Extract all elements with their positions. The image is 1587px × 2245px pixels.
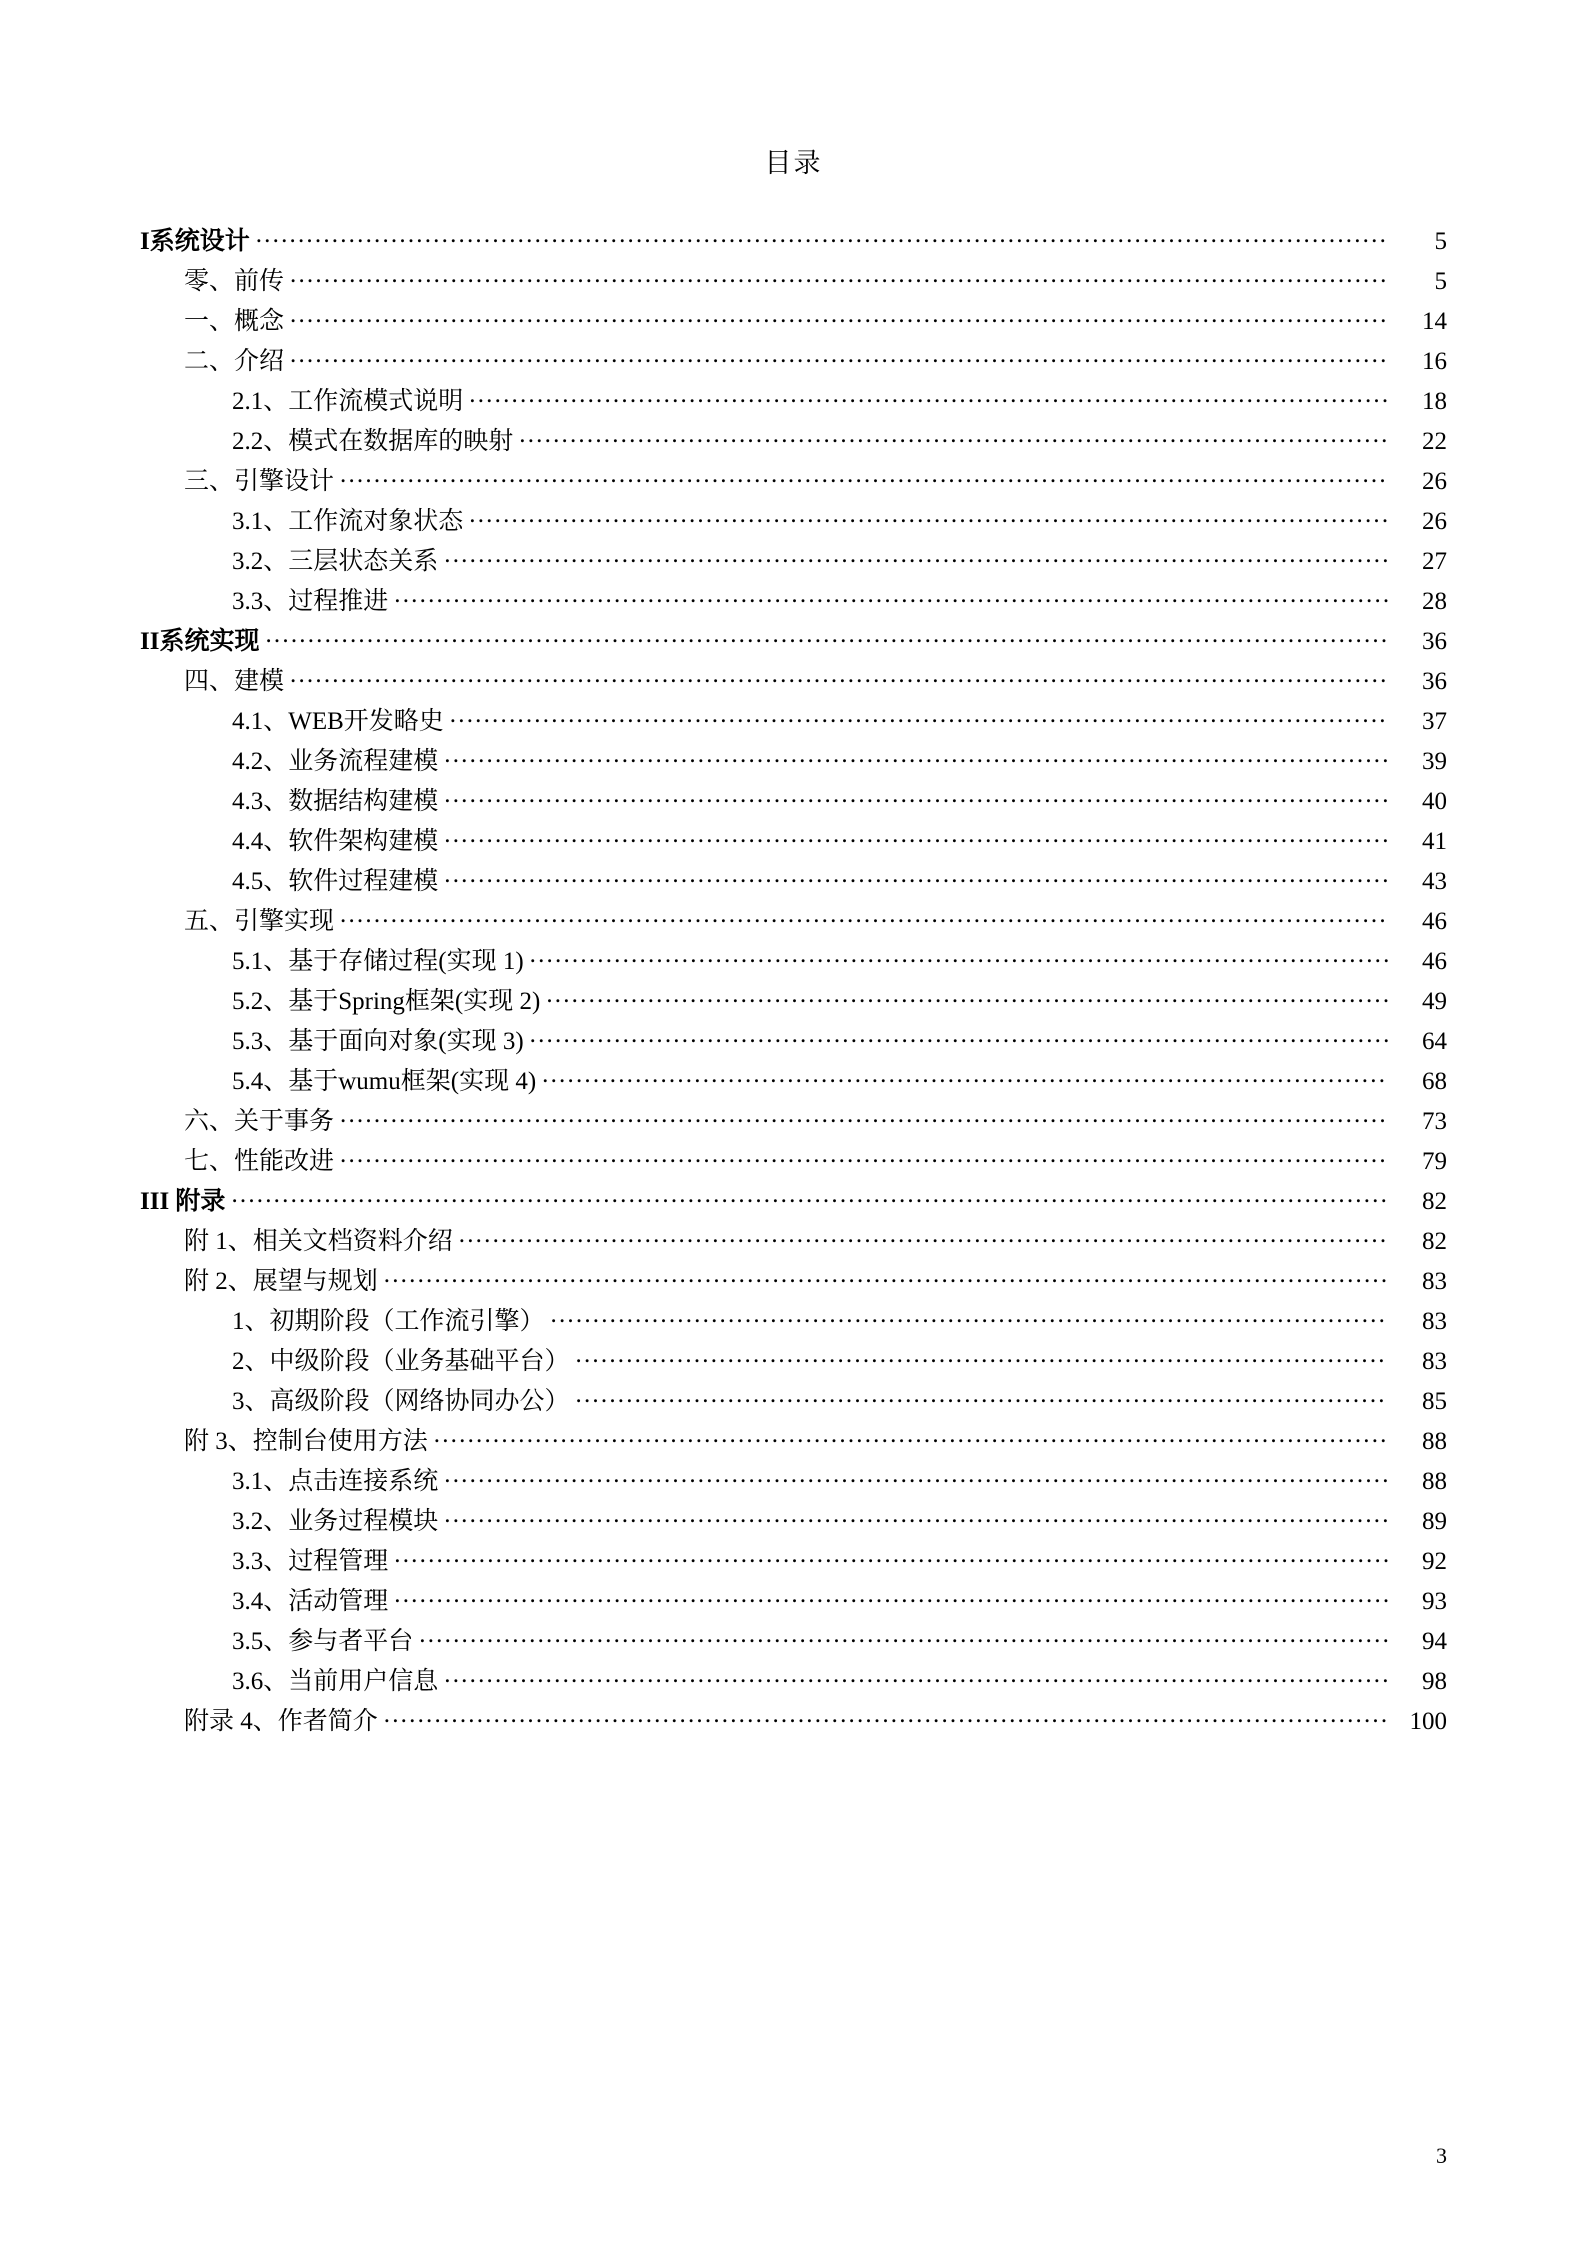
toc-entry[interactable] [140,1549,1447,1589]
toc-entry[interactable] [140,829,1447,869]
toc-entry-page-number: 73 [1422,1108,1447,1135]
toc-entry[interactable] [140,1149,1447,1189]
toc-entry-label: 一、概念 [184,308,285,335]
toc-leader-dots [419,1633,1388,1649]
table-of-contents [140,229,1447,1749]
toc-leader-dots [290,353,1388,369]
toc-entry[interactable] [140,1029,1447,1069]
toc-leader-dots [290,313,1388,329]
toc-leader-dots [546,993,1388,1009]
toc-leader-dots [394,593,1388,609]
toc-entry-page-number: 68 [1422,1068,1447,1095]
toc-entry-page-number: 5 [1434,228,1447,255]
toc-entry[interactable] [140,1629,1447,1669]
toc-leader-dots [384,1713,1388,1729]
toc-entry[interactable] [140,1189,1447,1229]
toc-entry-page-number: 83 [1422,1348,1447,1375]
toc-entry[interactable] [140,349,1447,389]
toc-entry[interactable] [140,1389,1447,1429]
toc-entry-label: 二、介绍 [184,348,285,375]
toc-entry-page-number: 64 [1422,1028,1447,1055]
toc-entry-page-number: 39 [1422,748,1447,775]
toc-entry-page-number: 36 [1422,668,1447,695]
toc-entry-page-number: 88 [1422,1468,1447,1495]
toc-entry-page-number: 85 [1422,1388,1447,1415]
toc-entry-label: 2、中级阶段（业务基础平台） [232,1348,570,1375]
toc-entry-page-number: 83 [1422,1268,1447,1295]
toc-entry-page-number: 46 [1422,948,1447,975]
toc-entry-label: 四、建模 [184,668,285,695]
toc-entry-label: 零、前传 [184,268,285,295]
toc-entry-label: 4.4、软件架构建模 [232,828,439,855]
toc-leader-dots [542,1073,1388,1089]
toc-entry-page-number: 92 [1422,1548,1447,1575]
toc-entry-page-number: 40 [1422,788,1447,815]
toc-leader-dots [576,1353,1388,1369]
toc-entry-page-number: 98 [1422,1668,1447,1695]
toc-entry-page-number: 41 [1422,828,1447,855]
toc-entry[interactable] [140,1709,1447,1749]
toc-leader-dots [256,233,1388,249]
toc-leader-dots [340,473,1388,489]
toc-leader-dots [469,393,1388,409]
toc-entry-page-number: 14 [1422,308,1447,335]
toc-entry[interactable] [140,1669,1447,1709]
toc-entry-label: 三、引擎设计 [184,468,335,495]
toc-entry-page-number: 26 [1422,508,1447,535]
footer-page-number: 3 [1436,2143,1447,2168]
toc-entry-page-number: 37 [1422,708,1447,735]
toc-entry[interactable] [140,1309,1447,1349]
toc-leader-dots [231,1193,1388,1209]
toc-entry[interactable] [140,1509,1447,1549]
toc-entry-label: 3.1、工作流对象状态 [232,508,464,535]
toc-entry-label: 附录 4、作者简介 [184,1708,378,1735]
toc-leader-dots [444,1513,1388,1529]
toc-entry[interactable] [140,269,1447,309]
toc-leader-dots [444,753,1388,769]
toc-entry[interactable] [140,549,1447,589]
toc-entry-label: 附 2、展望与规划 [184,1268,378,1295]
toc-entry-page-number: 22 [1422,428,1447,455]
toc-leader-dots [444,833,1388,849]
toc-entry-label: 五、引擎实现 [184,908,335,935]
toc-entry-label: 3.2、三层状态关系 [232,548,439,575]
toc-entry-page-number: 79 [1422,1148,1447,1175]
toc-leader-dots [444,873,1388,889]
toc-leader-dots [384,1273,1388,1289]
toc-entry-page-number: 28 [1422,588,1447,615]
toc-entry[interactable] [140,1229,1447,1269]
toc-entry[interactable] [140,509,1447,549]
toc-entry-label: 5.4、基于wumu框架(实现 4) [232,1068,537,1095]
toc-entry[interactable] [140,1589,1447,1629]
toc-entry-label: 5.3、基于面向对象(实现 3) [232,1028,524,1055]
toc-entry-label: 4.3、数据结构建模 [232,788,439,815]
toc-entry[interactable] [140,869,1447,909]
toc-entry[interactable] [140,749,1447,789]
toc-entry-label: 3.1、点击连接系统 [232,1468,439,1495]
toc-entry[interactable] [140,429,1447,469]
toc-entry[interactable] [140,469,1447,509]
toc-entry-label: 六、关于事务 [184,1108,335,1135]
toc-entry[interactable] [140,629,1447,669]
toc-entry-page-number: 82 [1422,1228,1447,1255]
toc-leader-dots [340,1153,1388,1169]
toc-entry-label: 3.6、当前用户信息 [232,1668,439,1695]
toc-leader-dots [434,1433,1388,1449]
toc-entry-page-number: 93 [1422,1588,1447,1615]
toc-entry[interactable] [140,389,1447,429]
toc-entry-page-number: 27 [1422,548,1447,575]
toc-entry[interactable] [140,709,1447,749]
toc-entry[interactable] [140,309,1447,349]
toc-leader-dots [394,1553,1388,1569]
toc-entry[interactable] [140,789,1447,829]
toc-entry-label: 3.3、过程推进 [232,588,389,615]
toc-entry[interactable] [140,909,1447,949]
toc-entry-page-number: 49 [1422,988,1447,1015]
page-title: 目录 [764,148,823,178]
toc-entry-page-number: 94 [1422,1628,1447,1655]
toc-leader-dots [444,553,1388,569]
toc-entry-label: 4.2、业务流程建模 [232,748,439,775]
toc-entry-page-number: 88 [1422,1428,1447,1455]
toc-entry-page-number: 83 [1422,1308,1447,1335]
toc-entry-label: 2.2、模式在数据库的映射 [232,428,514,455]
toc-entry-label: 4.5、软件过程建模 [232,868,439,895]
toc-leader-dots [290,273,1388,289]
toc-leader-dots [551,1313,1388,1329]
toc-entry[interactable] [140,1069,1447,1109]
toc-leader-dots [576,1393,1388,1409]
toc-entry[interactable] [140,669,1447,709]
toc-entry-label: 1、初期阶段（工作流引擎） [232,1308,545,1335]
toc-entry-page-number: 26 [1422,468,1447,495]
toc-entry-page-number: 18 [1422,388,1447,415]
toc-entry[interactable] [140,1469,1447,1509]
toc-leader-dots [444,793,1388,809]
toc-entry-label: 2.1、工作流模式说明 [232,388,464,415]
toc-entry-label: 七、性能改进 [184,1148,335,1175]
toc-entry-label: 5.1、基于存储过程(实现 1) [232,948,524,975]
toc-entry-label: 3.2、业务过程模块 [232,1508,439,1535]
toc-entry[interactable] [140,1109,1447,1149]
toc-entry-page-number: 43 [1422,868,1447,895]
page-content [140,0,1447,1749]
toc-leader-dots [394,1593,1388,1609]
toc-leader-dots [519,433,1388,449]
toc-entry-label: 3.5、参与者平台 [232,1628,414,1655]
toc-entry-label: 5.2、基于Spring框架(实现 2) [232,988,541,1015]
toc-entry[interactable] [140,949,1447,989]
toc-entry-page-number: 16 [1422,348,1447,375]
toc-leader-dots [340,1113,1388,1129]
toc-leader-dots [459,1233,1388,1249]
toc-entry[interactable] [140,589,1447,629]
toc-entry-page-number: 36 [1422,628,1447,655]
toc-entry-label: III 附录 [140,1188,226,1215]
toc-leader-dots [340,913,1388,929]
toc-entry-label: 附 3、控制台使用方法 [184,1428,428,1455]
toc-entry-page-number: 89 [1422,1508,1447,1535]
toc-entry-label: I系统设计 [140,228,250,255]
toc-leader-dots [530,1033,1388,1049]
toc-entry-page-number: 82 [1422,1188,1447,1215]
toc-entry[interactable] [140,229,1447,269]
toc-entry-page-number: 100 [1409,1708,1447,1735]
toc-entry-label: 4.1、WEB开发略史 [232,708,444,735]
toc-leader-dots [265,633,1388,649]
toc-entry-label: 3、高级阶段（网络协同办公） [232,1388,570,1415]
toc-leader-dots [530,953,1388,969]
toc-leader-dots [444,1673,1388,1689]
toc-entry-label: 附 1、相关文档资料介绍 [184,1228,453,1255]
toc-entry[interactable] [140,989,1447,1029]
toc-entry-label: 3.4、活动管理 [232,1588,389,1615]
toc-leader-dots [469,513,1388,529]
toc-entry[interactable] [140,1349,1447,1389]
toc-entry-page-number: 46 [1422,908,1447,935]
toc-entry-label: II系统实现 [140,628,260,655]
toc-leader-dots [290,673,1388,689]
toc-entry-page-number: 5 [1434,268,1447,295]
toc-leader-dots [444,1473,1388,1489]
toc-leader-dots [450,713,1388,729]
toc-entry[interactable] [140,1429,1447,1469]
toc-entry[interactable] [140,1269,1447,1309]
toc-entry-label: 3.3、过程管理 [232,1548,389,1575]
